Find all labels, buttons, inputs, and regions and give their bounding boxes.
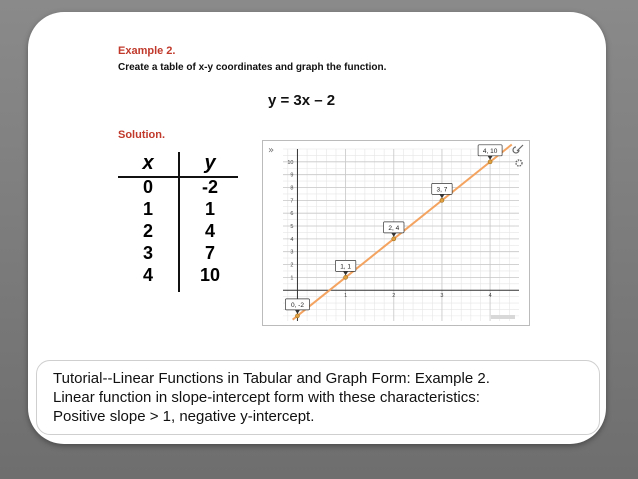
function-equation: y = 3x – 2 (268, 92, 336, 109)
x-header: x (142, 152, 154, 174)
y-tick-label: 7 (290, 198, 294, 205)
y-cell: 4 (204, 221, 215, 241)
point-label: 1, 1 (340, 263, 352, 271)
x-cell: 0 (142, 177, 153, 197)
y-column (180, 150, 240, 286)
gear-icon[interactable] (516, 160, 522, 166)
y-tick-label: 9 (290, 172, 294, 179)
collapse-icon[interactable]: » (268, 145, 275, 156)
line-graph[interactable] (263, 141, 529, 325)
y-cell: 10 (199, 265, 221, 285)
data-point (488, 160, 492, 164)
data-point (344, 275, 348, 279)
data-point (440, 198, 444, 202)
point-label: 0, -2 (290, 301, 304, 309)
example-heading: Example 2. (118, 45, 176, 57)
y-tick-label: 3 (290, 249, 294, 256)
solution-heading: Solution. (118, 129, 166, 141)
point-label: 4, 10 (482, 147, 498, 155)
x-cell: 4 (142, 265, 153, 285)
x-cell: 1 (142, 199, 153, 219)
x-cell: 2 (142, 221, 153, 241)
y-tick-label: 5 (290, 224, 294, 231)
xy-table (118, 150, 238, 290)
y-header: y (204, 152, 216, 174)
x-cell: 3 (142, 243, 153, 263)
y-cell: -2 (201, 177, 218, 197)
y-tick-label: 8 (290, 185, 294, 192)
x-tick-label: 2 (392, 293, 396, 300)
y-tick-label: 4 (290, 236, 294, 243)
y-cell: 1 (204, 199, 215, 219)
data-point (295, 314, 299, 318)
x-column (118, 150, 178, 286)
x-tick-label: 4 (488, 293, 492, 300)
y-tick-label: 2 (290, 262, 294, 269)
y-tick-label: 1 (290, 275, 294, 282)
x-tick-label: 3 (440, 293, 444, 300)
y-tick-label: 10 (287, 159, 294, 166)
graph-watermark (491, 315, 515, 319)
y-tick-label: 6 (290, 211, 294, 218)
caption-line: Positive slope > 1, negative y-intercept. (53, 408, 315, 425)
slide-caption (36, 360, 600, 435)
caption-line: Tutorial--Linear Functions in Tabular and Graph Form: Example 2. (53, 370, 490, 387)
data-point (392, 237, 396, 241)
y-cell: 7 (204, 243, 215, 263)
point-label: 3, 7 (436, 186, 448, 194)
caption-line: Linear function in slope-intercept form with these characteristics: (53, 389, 480, 406)
example-instructions: Create a table of x-y coordinates and graph the function. (118, 62, 387, 73)
graph-panel[interactable] (262, 140, 530, 326)
x-tick-label: 1 (344, 293, 348, 300)
point-label: 2, 4 (388, 224, 400, 232)
